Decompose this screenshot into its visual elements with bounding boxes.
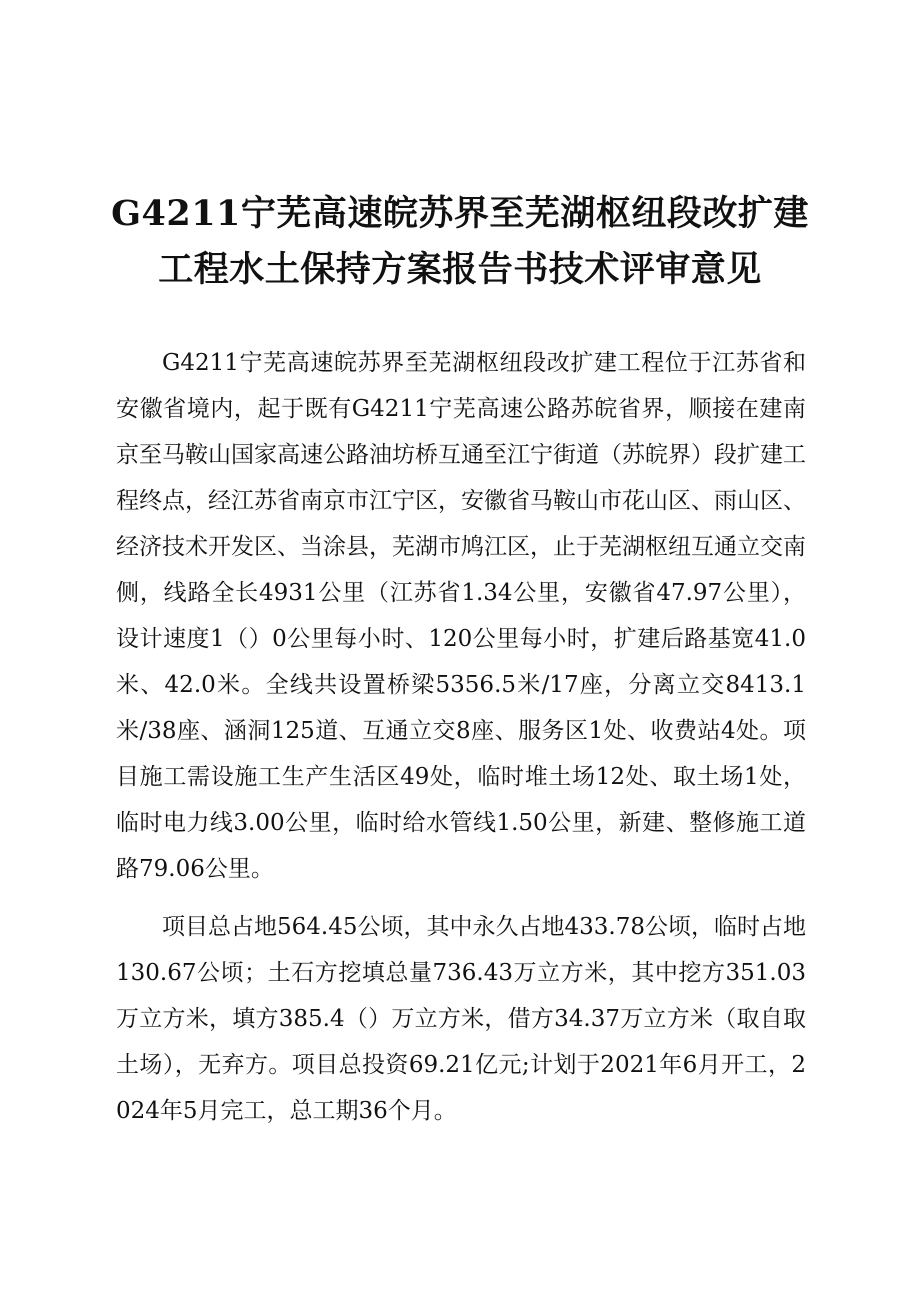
paragraph-project-overview: G4211宁芜高速皖苏界至芜湖枢纽段改扩建工程位于江苏省和安徽省境内，起于既有G4211宁芜高速公路苏皖省界，顺接在建南京至马鞍山国家高速公路油坊桥互通至江宁街道（苏皖界）段扩建工程终点，经江苏省南京市江宁区，安徽省马鞍山市花山区、雨山区、经济技术开发区、当涂县，芜湖市鸠江区，止于芜湖枢纽互通立交南侧，线路全长4931公里（江苏省1.34公里，安徽省47.97公里），设计速度1（）0公里每小时、120公里每小时，扩建后路基宽41.0米、42.0米。全线共设置桥梁5356.5米/17座，分离立交8413.1米/38座、涵洞125道、互通立交8座、服务区1处、收费站4处。项目施工需设施工生产生活区49处，临时堆土场12处、取土场1处，临时电力线3.00公里，临时给水管线1.50公里，新建、整修施工道路79.06公里。 (116, 350, 806, 882)
title-line-2: 工程水土保持方案报告书技术评审意见 (158, 249, 762, 290)
paragraph-land-and-earthwork: 项目总占地564.45公顷，其中永久占地433.78公顷，临时占地130.67公顷；土石方挖填总量736.43万立方米，其中挖方351.03万立方米，填方385.4（）万立方米，借方34.37万立方米（取自取土场），无弃方。项目总投资69.21亿元;计划于2021年6月开工，2024年5月完工，总工期36个月。 (116, 914, 806, 1124)
title-line-1: G4211宁芜高速皖苏界至芜湖枢纽段改扩建 (111, 193, 809, 234)
document-title (90, 186, 830, 298)
document-body (116, 340, 806, 1134)
